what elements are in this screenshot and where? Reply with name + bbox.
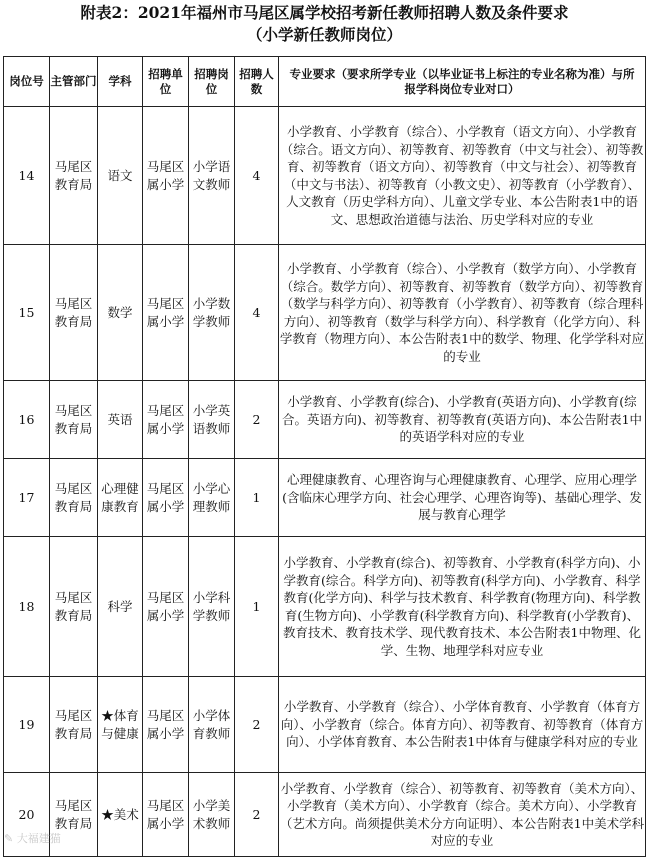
cell-subject: 心理健康教育 bbox=[98, 459, 143, 537]
cell-subject: ★体育与健康 bbox=[98, 677, 143, 773]
table-row bbox=[4, 677, 646, 773]
cell-count: 4 bbox=[235, 107, 279, 245]
table-row bbox=[4, 381, 646, 459]
cell-subject: 数学 bbox=[98, 245, 143, 381]
cell-unit: 马尾区属小学 bbox=[143, 773, 189, 857]
header-post: 招聘岗位 bbox=[189, 57, 235, 107]
header-req: 专业要求（要求所学专业（以毕业证书上标注的专业名称为准）与所报学科岗位专业对口） bbox=[279, 57, 646, 107]
cell-id: 20 bbox=[4, 773, 50, 857]
cell-id: 19 bbox=[4, 677, 50, 773]
table-row bbox=[4, 773, 646, 857]
document-title bbox=[0, 2, 649, 46]
cell-req: 小学教育、小学教育（综合）、小学体育教育、小学教育（体育方向）、小学教育（综合。体育方向）、初等教育、初等教育（体育方向）、小学体育教育、本公告附表1中体育与健康学科对应的专业 bbox=[279, 677, 646, 773]
cell-subject: 英语 bbox=[98, 381, 143, 459]
cell-post: 小学心理教师 bbox=[189, 459, 235, 537]
cell-id: 14 bbox=[4, 107, 50, 245]
cell-count: 1 bbox=[235, 459, 279, 537]
cell-dept: 马尾区教育局 bbox=[50, 773, 98, 857]
cell-post: 小学美术教师 bbox=[189, 773, 235, 857]
table-row bbox=[4, 537, 646, 677]
cell-count: 2 bbox=[235, 381, 279, 459]
cell-req: 心理健康教育、心理咨询与心理健康教育、心理学、应用心理学(含临床心理学方向、社会心理学、心理咨询等)、基础心理学、发展与教育心理学 bbox=[279, 459, 646, 537]
cell-id: 17 bbox=[4, 459, 50, 537]
table-row bbox=[4, 107, 646, 245]
cell-subject: ★美术 bbox=[98, 773, 143, 857]
cell-count: 2 bbox=[235, 773, 279, 857]
header-row bbox=[4, 57, 646, 107]
cell-count: 4 bbox=[235, 245, 279, 381]
cell-post: 小学语文教师 bbox=[189, 107, 235, 245]
cell-post: 小学科学教师 bbox=[189, 537, 235, 677]
cell-subject: 科学 bbox=[98, 537, 143, 677]
cell-unit: 马尾区属小学 bbox=[143, 381, 189, 459]
cell-dept: 马尾区教育局 bbox=[50, 245, 98, 381]
cell-unit: 马尾区属小学 bbox=[143, 677, 189, 773]
cell-dept: 马尾区教育局 bbox=[50, 677, 98, 773]
cell-unit: 马尾区属小学 bbox=[143, 107, 189, 245]
title-line-2: （小学新任教师岗位） bbox=[246, 25, 402, 44]
cell-req: 小学教育、小学教育(综合)、初等教育、小学教育(科学方向)、小学教育(综合。科学方向)、初等教育(科学方向)、小学教育、科学教育(化学方向)、科学与技术教育、科学教育(物理方向)、科学教育(生物方向)、小学教育(科学教育方向)、科学教育(小学教育)、教育技术、教育技术学、现代教育技术、本公告附表1中物理、化学、生物、地理学科对应专业 bbox=[279, 537, 646, 677]
table-row bbox=[4, 245, 646, 381]
cell-dept: 马尾区教育局 bbox=[50, 537, 98, 677]
watermark-icon: ✎ bbox=[4, 832, 14, 845]
cell-post: 小学数学教师 bbox=[189, 245, 235, 381]
cell-id: 16 bbox=[4, 381, 50, 459]
cell-id: 15 bbox=[4, 245, 50, 381]
cell-dept: 马尾区教育局 bbox=[50, 381, 98, 459]
cell-count: 1 bbox=[235, 537, 279, 677]
cell-req: 小学教育、小学教育（综合）、初等教育、初等教育（美术方向）、小学教育（美术方向）、小学教育（综合。美术方向）、小学教育（艺术方向。尚须提供美术分方向证明）、本公告附表1中美术学科对应的专业 bbox=[279, 773, 646, 857]
watermark bbox=[4, 830, 61, 846]
cell-subject: 语文 bbox=[98, 107, 143, 245]
cell-req: 小学教育、小学教育(综合)、小学教育(英语方向)、小学教育(综合。英语方向)、初等教育、初等教育(英语方向)、本公告附表1中的英语学科对应的专业 bbox=[279, 381, 646, 459]
header-unit: 招聘单位 bbox=[143, 57, 189, 107]
header-count: 招聘人数 bbox=[235, 57, 279, 107]
cell-req: 小学教育、小学教育（综合）、小学教育（数学方向）、小学教育（综合。数学方向）、初等教育、初等教育（数学方向）、初等教育（数学与科学方向）、初等教育（小学教育）、初等教育（综合理科方向）、初等教育（数学与科学方向）、科学教育（化学方向）、科学教育（物理方向）、本公告附表1中的数学、物理、化学学科对应的专业 bbox=[279, 245, 646, 381]
cell-dept: 马尾区教育局 bbox=[50, 107, 98, 245]
cell-unit: 马尾区属小学 bbox=[143, 245, 189, 381]
cell-id: 18 bbox=[4, 537, 50, 677]
cell-dept: 马尾区教育局 bbox=[50, 459, 98, 537]
header-subject: 学科 bbox=[98, 57, 143, 107]
cell-post: 小学体育教师 bbox=[189, 677, 235, 773]
table-row bbox=[4, 459, 646, 537]
header-dept: 主管部门 bbox=[50, 57, 98, 107]
cell-count: 2 bbox=[235, 677, 279, 773]
cell-unit: 马尾区属小学 bbox=[143, 459, 189, 537]
recruitment-table bbox=[3, 56, 646, 857]
cell-unit: 马尾区属小学 bbox=[143, 537, 189, 677]
watermark-text: 大福建猫 bbox=[16, 832, 61, 845]
title-line-1: 附表2：2021年福州市马尾区属学校招考新任教师招聘人数及条件要求 bbox=[80, 3, 569, 22]
cell-post: 小学英语教师 bbox=[189, 381, 235, 459]
header-id: 岗位号 bbox=[4, 57, 50, 107]
cell-req: 小学教育、小学教育（综合）、小学教育（语文方向）、小学教育（综合。语文方向）、初等教育、初等教育（中文与社会）、初等教育、初等教育（语文方向）、初等教育（中文与社会）、初等教育（中文与书法）、初等教育（小教文史）、初等教育（小学教育）、人文教育（历史学科方向）、儿童文学专业、本公告附表1中的语文、思想政治道德与法治、历史学科对应的专业 bbox=[279, 107, 646, 245]
